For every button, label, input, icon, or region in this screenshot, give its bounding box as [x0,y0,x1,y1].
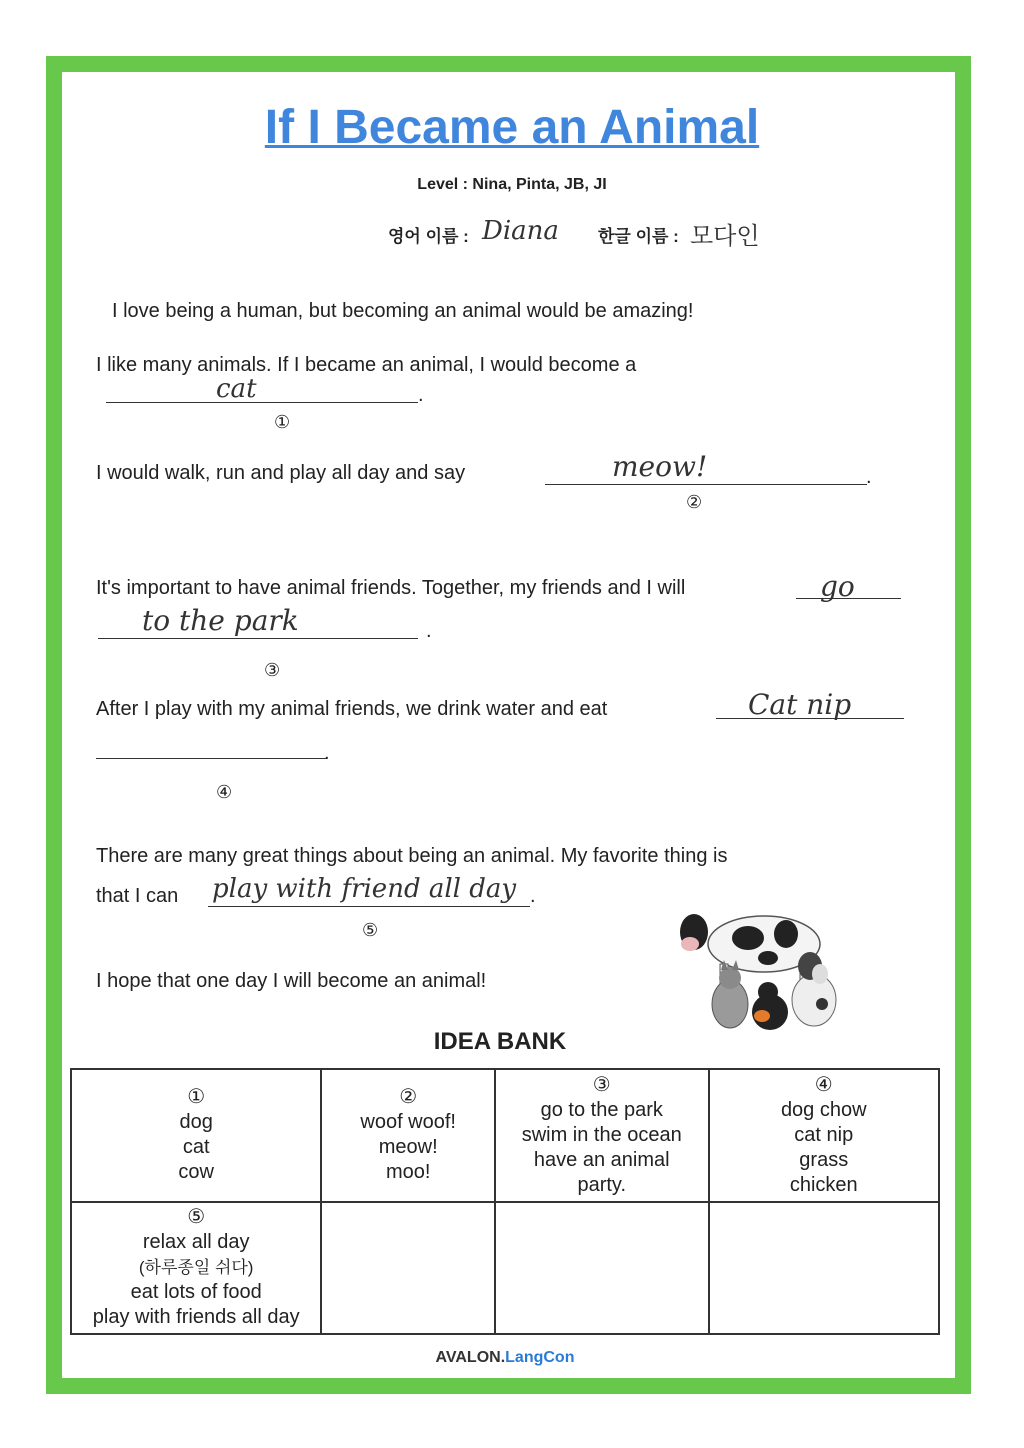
idea-item: meow! [378,1136,438,1159]
answer-3-part2: to the park [142,604,299,637]
idea-item: play with friends all day [92,1306,300,1329]
question-5-text-line2: that I can [96,885,179,907]
idea-cell-number: ② [399,1086,418,1109]
idea-item: have an animal [533,1148,670,1171]
marker-4: ④ [216,782,233,803]
worksheet-title: If I Became an Animal [264,101,760,154]
answer-1: cat [216,374,257,404]
marker-1: ① [274,412,291,433]
footer-logo [0,1349,1010,1367]
question-1-text: I like many animals. If I became an animal, I would become a [96,354,637,376]
question-5-text-line1: There are many great things about being an animal. My favorite thing is [96,845,728,867]
korean-name-value: 모다인 [690,222,760,250]
idea-cell [321,1069,495,1202]
korean-name-label: 한글 이름 : [598,227,679,246]
idea-item: cat [182,1136,210,1159]
question-3-text: It's important to have animal friends. Together, my friends and I will [96,577,686,599]
idea-item: party. [577,1173,627,1196]
answer-3-part1: go [820,570,855,603]
idea-cell-empty [495,1202,709,1335]
question-4-text: After I play with my animal friends, we drink water and eat [96,698,608,720]
idea-cell [71,1069,321,1202]
marker-2: ② [686,492,703,513]
answer-1-line [106,402,418,403]
idea-cell-number: ① [187,1086,206,1109]
idea-cell-number: ③ [592,1073,611,1096]
idea-bank-title: IDEA BANK [433,1028,567,1055]
answer-4-line-b [96,758,326,759]
answer-5: play with friend all day [212,874,517,904]
idea-item: cow [178,1161,214,1184]
idea-item: chicken [789,1173,858,1196]
dog-icon [792,952,836,1026]
idea-cell [495,1069,709,1202]
footer-brand-accent: LangCon [505,1349,575,1366]
idea-item: cat nip [794,1123,854,1146]
answer-1-period: . [418,384,424,406]
answer-2-line [545,484,867,485]
answer-2: meow! [612,450,708,483]
idea-cell-number: ⑤ [187,1206,206,1229]
answer-5-line [208,906,530,907]
answer-4-period: . [324,742,330,764]
footer-brand: AVALON. [435,1349,506,1366]
idea-cell [71,1202,321,1335]
animals-illustration [664,904,848,1036]
idea-item: dog [179,1111,213,1134]
marker-3: ③ [264,660,281,681]
closing-sentence: I hope that one day I will become an animal! [96,970,487,992]
level-text: Level : Nina, Pinta, JB, JI [417,176,607,193]
idea-bank-row [71,1202,939,1335]
answer-3-period: . [426,620,432,642]
idea-item: go to the park [540,1098,663,1121]
idea-item: moo! [385,1161,431,1184]
idea-cell-empty [709,1202,940,1335]
idea-bank-table [70,1068,940,1335]
idea-item: (하루종일 쉬다) [138,1258,254,1278]
question-2-text: I would walk, run and play all day and say [96,462,466,484]
idea-item: swim in the ocean [521,1123,682,1146]
answer-5-period: . [530,885,536,907]
idea-item: woof woof! [360,1111,456,1134]
intro-sentence: I love being a human, but becoming an animal would be amazing! [112,300,694,322]
idea-bank-row [71,1069,939,1202]
idea-item: eat lots of food [130,1281,262,1304]
idea-cell-number: ④ [814,1073,833,1096]
english-name-value: Diana [482,216,559,246]
answer-2-period: . [866,466,872,488]
idea-cell-empty [321,1202,495,1335]
idea-cell [709,1069,940,1202]
answer-3-line-b [98,638,418,639]
idea-item: grass [799,1148,849,1171]
english-name-label: 영어 이름 : [388,227,469,246]
idea-item: dog chow [780,1098,867,1121]
answer-4: Cat nip [748,688,852,721]
marker-5: ⑤ [362,920,379,941]
idea-item: relax all day [142,1231,250,1254]
